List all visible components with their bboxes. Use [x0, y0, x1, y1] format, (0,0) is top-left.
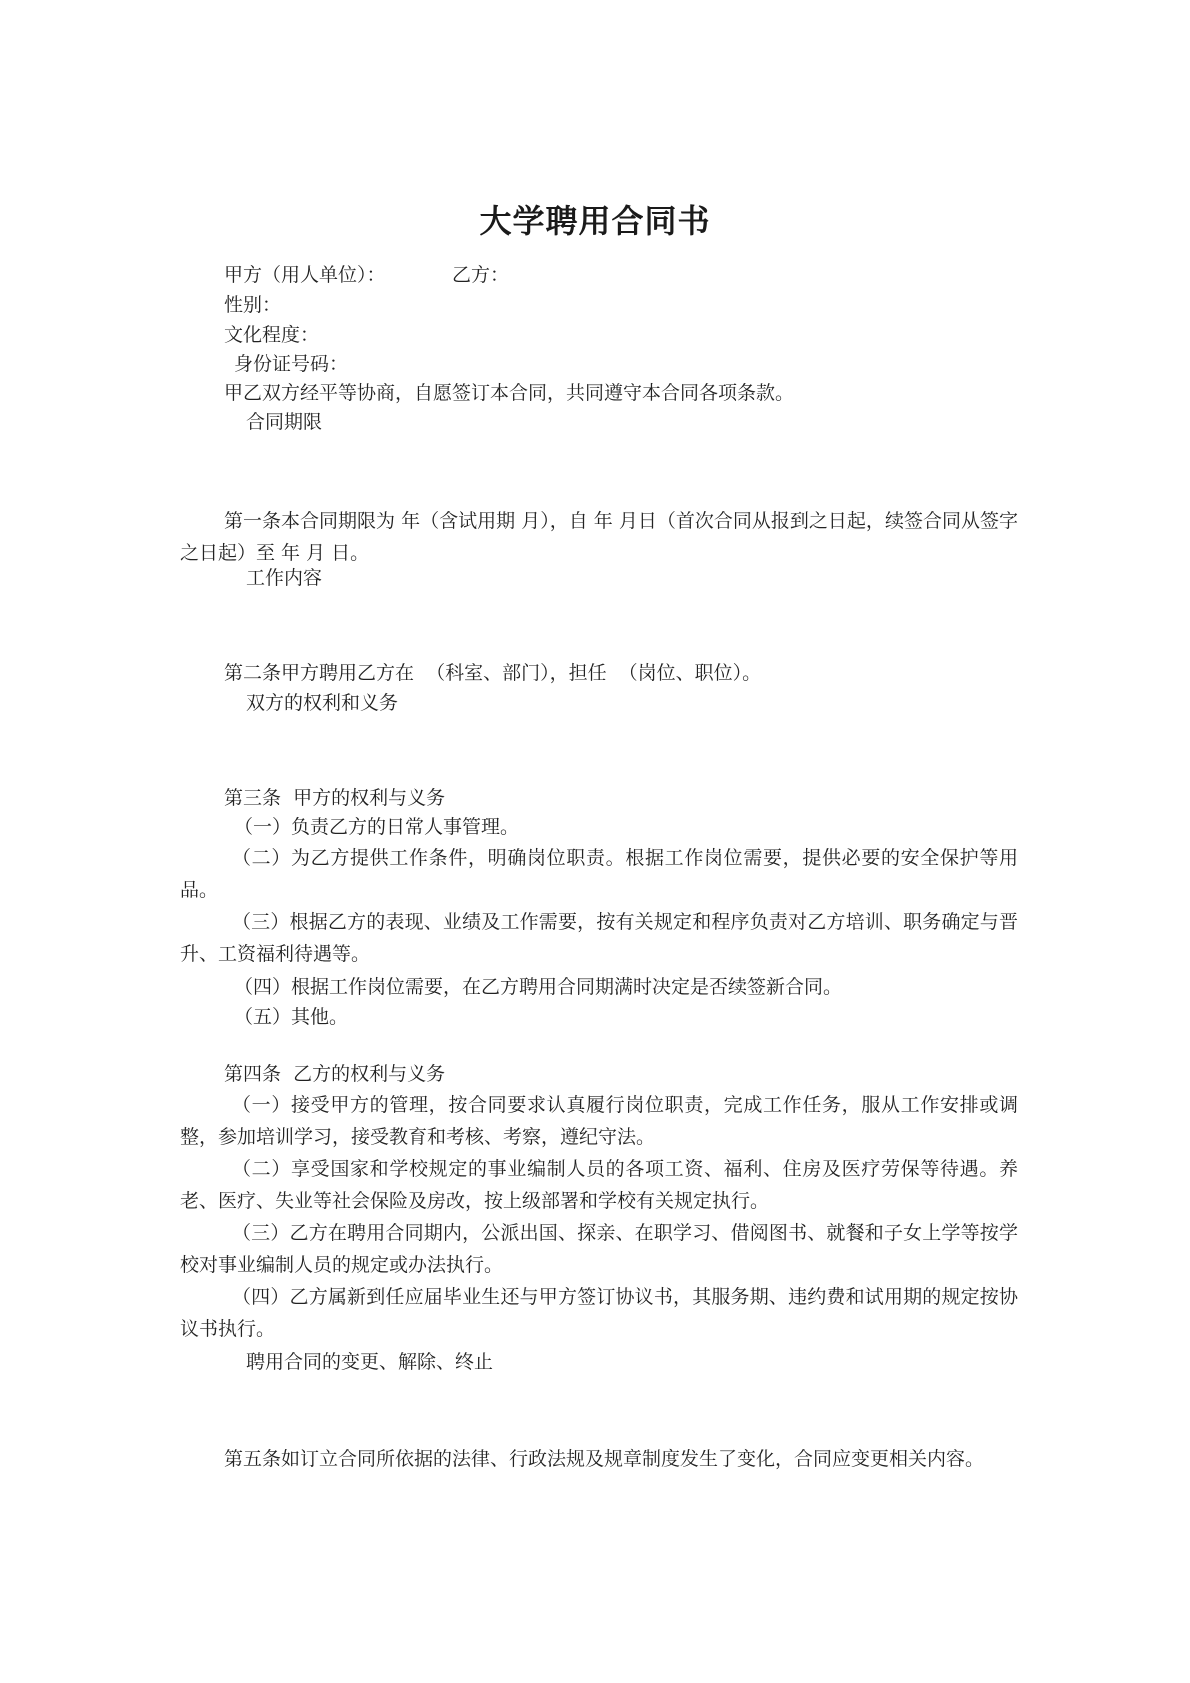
section-heading-change: 聘用合同的变更、解除、终止: [246, 1351, 494, 1373]
party-b-label: 乙方：: [452, 264, 510, 286]
article-4-item-3: （三）乙方在聘用合同期内，公派出国、探亲、在职学习、借阅图书、就餐和子女上学等按学校对事业编制人员的规定或办法执行。: [180, 1222, 1018, 1276]
document-title: 大学聘用合同书: [479, 202, 711, 240]
article-3-item-5: （五）其他。: [234, 1006, 349, 1028]
section-heading-work: 工作内容: [246, 567, 323, 589]
article-3-item-1: （一）负责乙方的日常人事管理。: [234, 816, 520, 838]
article-2: 第二条甲方聘用乙方在 （科室、部门），担任 （岗位、职位）。: [224, 662, 762, 684]
preamble: 甲乙双方经平等协商，自愿签订本合同，共同遵守本合同各项条款。: [224, 382, 795, 404]
section-heading-term: 合同期限: [246, 411, 323, 433]
id-number-label: 身份证号码：: [234, 353, 349, 375]
party-a-label: 甲方（用人单位）：: [224, 264, 386, 286]
article-4-title: 第四条 乙方的权利与义务: [224, 1063, 446, 1085]
article-4-item-2: （二）享受国家和学校规定的事业编制人员的各项工资、福利、住房及医疗劳保等待遇。养老、医疗、失业等社会保险及房改，按上级部署和学校有关规定执行。: [180, 1158, 1018, 1212]
section-heading-rights: 双方的权利和义务: [246, 692, 399, 714]
article-4-item-1: （一）接受甲方的管理，按合同要求认真履行岗位职责，完成工作任务，服从工作安排或调整，参加培训学习，接受教育和考核、考察，遵纪守法。: [180, 1094, 1018, 1148]
article-3-title: 第三条 甲方的权利与义务: [224, 787, 446, 809]
education-label: 文化程度：: [224, 324, 320, 346]
article-4-item-4: （四）乙方属新到任应届毕业生还与甲方签订协议书，其服务期、违约费和试用期的规定按协议书执行。: [180, 1286, 1018, 1340]
article-1: 第一条本合同期限为 年（含试用期 月），自 年 月日（首次合同从报到之日起，续签合同从签字之日起）至 年 月 日。: [180, 510, 1018, 564]
article-3-item-4: （四）根据工作岗位需要，在乙方聘用合同期满时决定是否续签新合同。: [234, 976, 843, 998]
article-3-item-3: （三）根据乙方的表现、业绩及工作需要，按有关规定和程序负责对乙方培训、职务确定与晋升、工资福利待遇等。: [180, 911, 1018, 965]
article-3-item-2: （二）为乙方提供工作条件，明确岗位职责。根据工作岗位需要，提供必要的安全保护等用品。: [180, 847, 1018, 901]
article-5: 第五条如订立合同所依据的法律、行政法规及规章制度发生了变化，合同应变更相关内容。: [224, 1448, 985, 1470]
gender-label: 性别：: [224, 294, 282, 316]
